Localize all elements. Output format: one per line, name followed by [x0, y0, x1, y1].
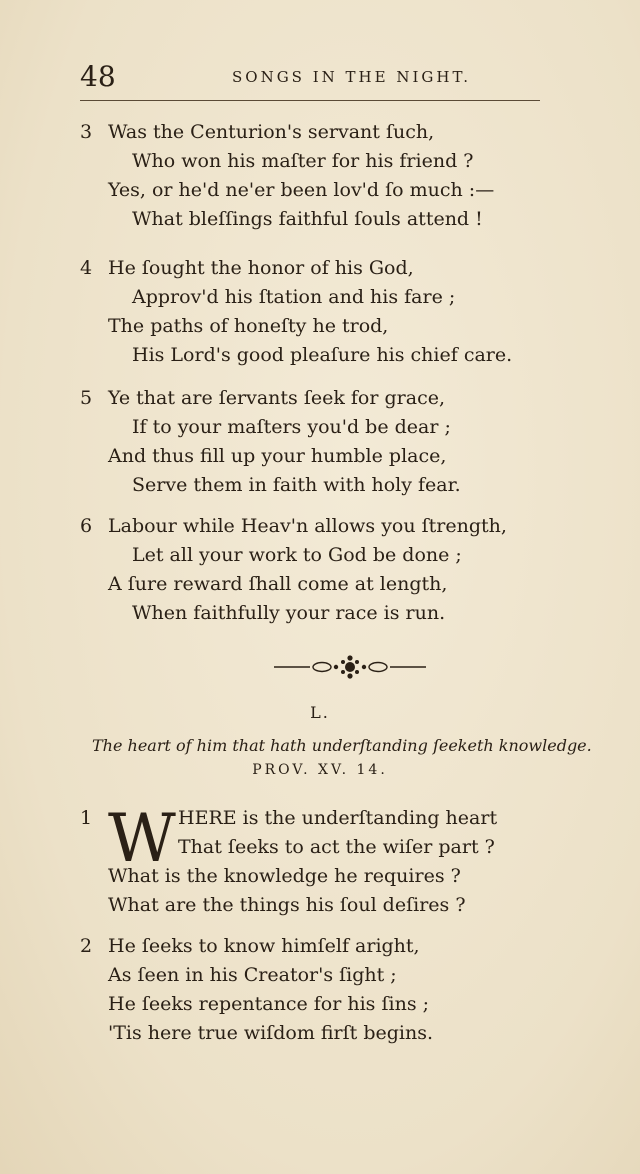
verse-line [80, 512, 580, 541]
verse-line: Who won his maſter for his friend ? [132, 150, 474, 172]
verse-line: Serve them in faith with holy fear. [132, 474, 461, 496]
stanza-6 [80, 512, 580, 628]
verse-line: What are the things his ſoul deſires ? [108, 894, 466, 916]
page-number: 48 [80, 60, 116, 93]
stanza-number: 4 [80, 257, 93, 279]
running-head: SONGS IN THE NIGHT. [232, 68, 472, 86]
hymn-number: L. [310, 703, 330, 722]
verse-line: A ſure reward ſhall come at length, [108, 573, 448, 595]
verse-text: He ſought the honor of his God, [108, 257, 414, 279]
verse-line: If to your maſters you'd be dear ; [132, 416, 451, 438]
stanza-number: 1 [80, 807, 93, 829]
verse-line: Yes, or he'd ne'er been lov'd ſo much :— [108, 179, 495, 201]
verse-line: He ſeeks repentance for his ſins ; [108, 993, 430, 1015]
verse-line [80, 118, 580, 147]
verse-line: The paths of honeſty he trod, [108, 315, 389, 337]
verse-line: His Lord's good pleaſure his chief care. [132, 344, 513, 366]
verse-line: That ſeeks to act the wiſer part ? [178, 836, 495, 858]
verse-line [80, 384, 580, 413]
verse-line: As ſeen in his Creator's ſight ; [108, 964, 397, 986]
printers-ornament-icon [270, 652, 430, 682]
verse-line: What bleſſings faithful ſouls attend ! [132, 208, 483, 230]
verse-text: Labour while Heav'n allows you ſtrength, [108, 515, 507, 537]
stanza-4 [80, 254, 580, 370]
stanza-5 [80, 384, 580, 500]
stanza-3 [80, 118, 580, 234]
page-header [80, 60, 540, 94]
verse-text: Was the Centurion's servant ſuch, [108, 121, 435, 143]
stanza-number: 3 [80, 121, 93, 143]
verse-line: And thus fill up your humble place, [108, 445, 447, 467]
verse-line: When faithfully your race is run. [132, 602, 446, 624]
verse-text: Ye that are ſervants ſeek for grace, [108, 387, 445, 409]
verse-line [80, 932, 580, 961]
verse-text: HERE is the underſtanding heart [178, 807, 498, 829]
stanza-number: 6 [80, 515, 93, 537]
header-rule [80, 100, 540, 101]
stanza-number: 5 [80, 387, 93, 409]
verse-line: What is the knowledge he requires ? [108, 865, 461, 887]
verse-line: Let all your work to God be done ; [132, 544, 462, 566]
stanza-number: 2 [80, 935, 93, 957]
verse-line [80, 804, 580, 833]
verse-line: 'Tis here true wiſdom firſt begins. [108, 1022, 434, 1044]
verse-text: He ſeeks to know himſelf aright, [108, 935, 420, 957]
verse-line [80, 254, 580, 283]
verse-line: Approv'd his ſtation and his fare ; [132, 286, 456, 308]
hymn-epigraph: The heart of him that hath underſtanding ſeeketh knowledge. [92, 736, 592, 755]
drop-cap: W [108, 800, 176, 877]
hymn-stanza-2 [80, 932, 580, 1048]
hymn-stanza-1 [80, 800, 580, 920]
scripture-reference: PROV. XV. 14. [252, 762, 388, 778]
